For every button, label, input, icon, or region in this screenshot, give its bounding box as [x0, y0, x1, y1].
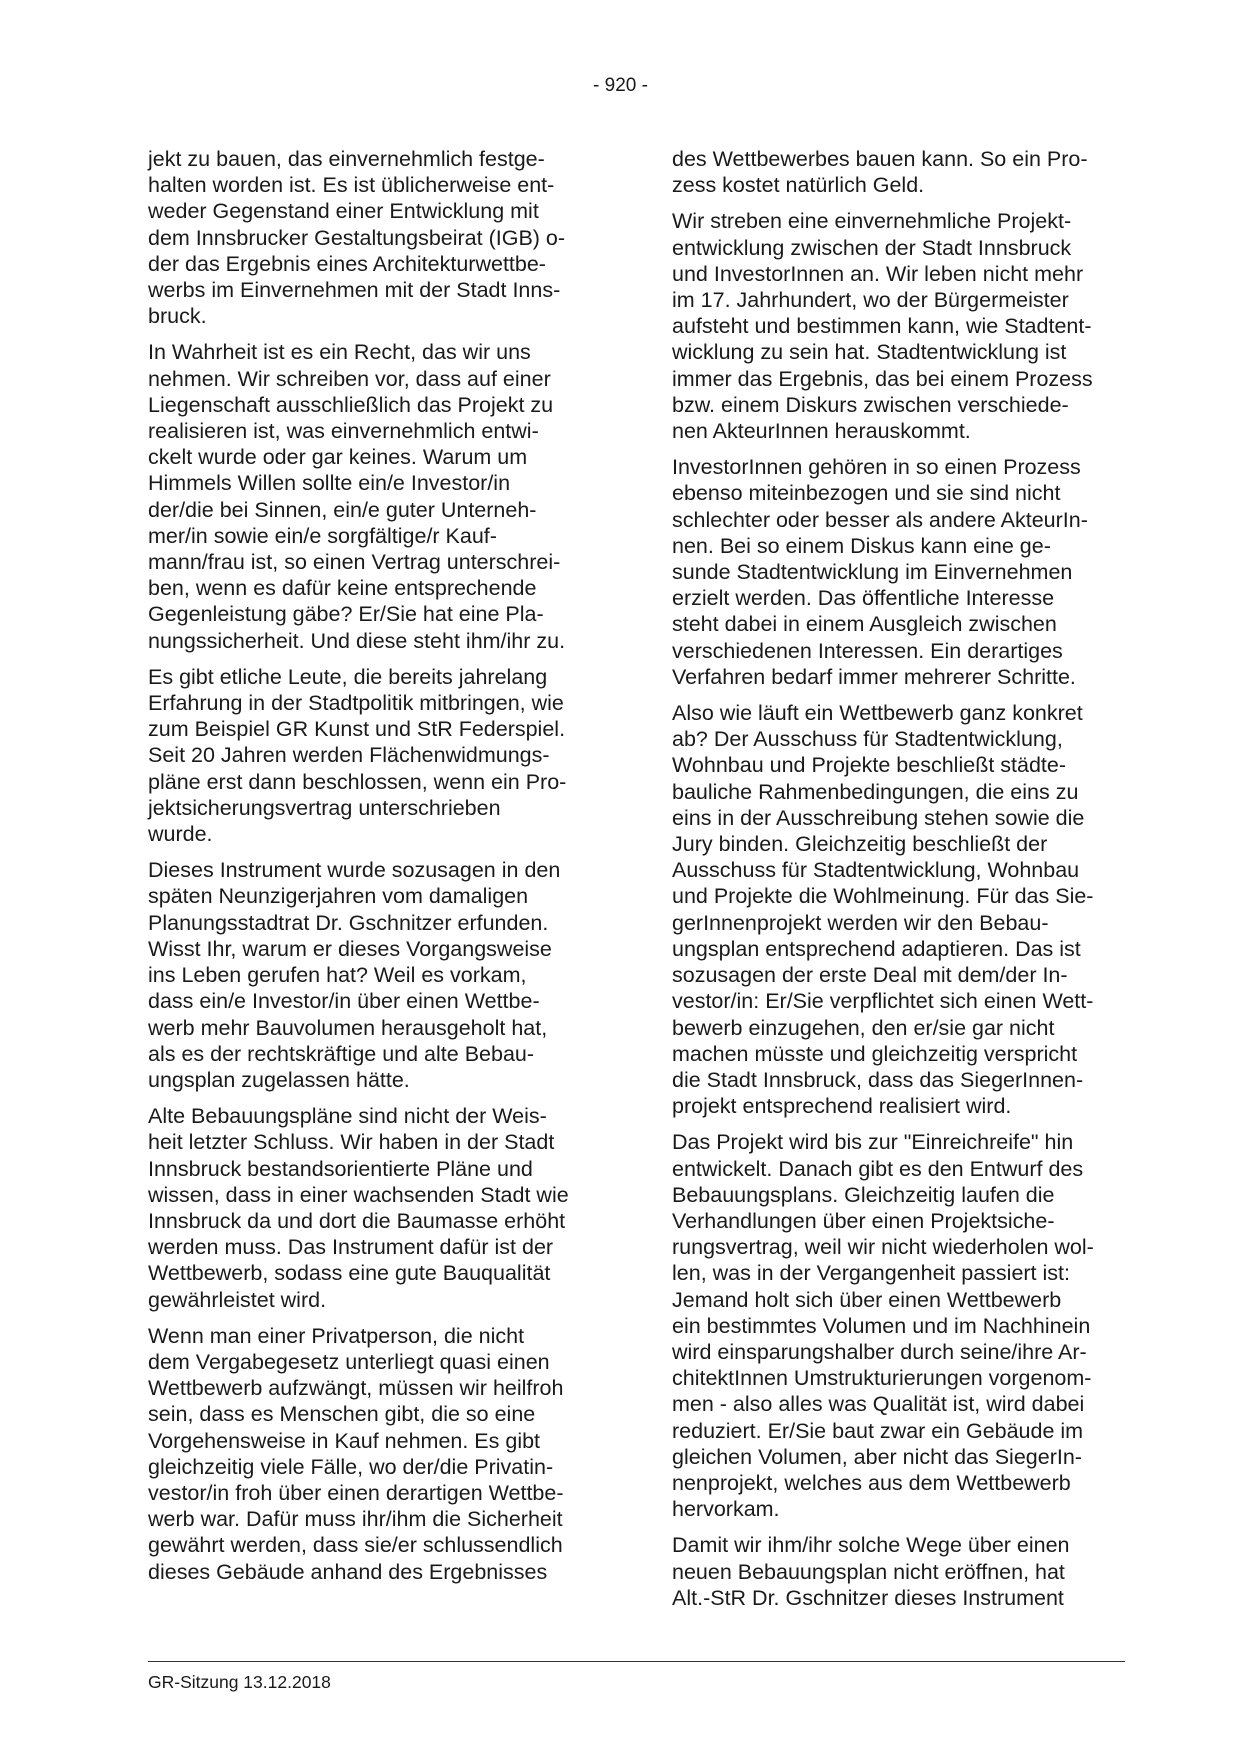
text-line: Wisst Ihr, warum er dieses Vorgangsweise — [148, 936, 552, 961]
text-line: Damit wir ihm/ihr solche Wege über einen — [672, 1533, 1070, 1558]
text-line: Wir streben eine einvernehmliche Projekt- — [672, 209, 1072, 234]
text-line: Wenn man einer Privatperson, die nicht — [148, 1323, 525, 1348]
text-line: wird einsparungshalber durch seine/ihre Ar- — [672, 1339, 1087, 1364]
text-line: Wettbewerb aufzwängt, müssen wir heilfroh — [148, 1376, 564, 1401]
text-line: projekt entsprechend realisiert wird. — [672, 1094, 1012, 1119]
text-line: rungsvertrag, weil wir nicht wiederholen wol- — [672, 1235, 1094, 1260]
text-line: Innsbruck da und dort die Baumasse erhöht — [148, 1208, 566, 1233]
text-line: späten Neunzigerjahren vom damaligen — [148, 884, 529, 909]
text-line: nungssicherheit. Und diese steht ihm/ihr zu. — [148, 628, 566, 653]
text-line: gewährt werden, dass sie/er schlussendlich — [148, 1533, 563, 1558]
text-line: Wettbewerb, sodass eine gute Bauqualität — [148, 1261, 551, 1286]
paragraph — [672, 454, 1122, 690]
text-line: werden muss. Das Instrument dafür ist der — [148, 1235, 554, 1260]
text-line: weder Gegenstand einer Entwicklung mit — [148, 199, 539, 224]
text-line: Das Projekt wird bis zur "Einreichreife" hin — [672, 1130, 1074, 1155]
text-line: Gegenleistung gäbe? Er/Sie hat eine Pla- — [148, 602, 544, 627]
text-line: gewährleistet wird. — [148, 1287, 327, 1312]
text-line: der/die bei Sinnen, ein/e guter Unterneh- — [148, 497, 537, 522]
text-line: gleichzeitig viele Fälle, wo der/die Privatin- — [148, 1454, 554, 1479]
text-line: aufsteht und bestimmen kann, wie Stadtent- — [672, 314, 1092, 339]
text-line: bauliche Rahmenbedingungen, die eins zu — [672, 779, 1079, 804]
text-line: ben, wenn es dafür keine entsprechende — [148, 576, 537, 601]
text-line: ungsplan entsprechend adaptieren. Das ist — [672, 936, 1081, 961]
text-line: sunde Stadtentwicklung im Einvernehmen — [672, 560, 1073, 585]
text-line: entwickelt. Danach gibt es den Entwurf des — [672, 1156, 1084, 1181]
text-line: In Wahrheit ist es ein Recht, das wir uns — [148, 340, 531, 365]
text-line: realisieren ist, was einvernehmlich entwi- — [148, 419, 539, 444]
text-line: nen. Bei so einem Diskus kann eine ge- — [672, 533, 1051, 558]
text-line: InvestorInnen gehören in so einen Prozess — [672, 455, 1081, 480]
text-line: Dieses Instrument wurde sozusagen in den — [148, 858, 561, 883]
text-line: vestor/in froh über einen derartigen Wettbe- — [148, 1480, 564, 1505]
text-line: hervorkam. — [672, 1497, 780, 1522]
text-line: reduziert. Er/Sie baut zwar ein Gebäude im — [672, 1418, 1084, 1443]
text-line: werbs im Einvernehmen mit der Stadt Inns- — [148, 278, 561, 303]
text-line: nenprojekt, welches aus dem Wettbewerb — [672, 1470, 1071, 1495]
text-line: Innsbruck bestandsorientierte Pläne und — [148, 1156, 533, 1181]
text-line: Verfahren bedarf immer mehrerer Schritte. — [672, 664, 1076, 689]
text-line: machen müsste und gleichzeitig verspricht — [672, 1041, 1078, 1066]
text-line: ab? Der Ausschuss für Stadtentwicklung, — [672, 727, 1063, 752]
text-line: heit letzter Schluss. Wir haben in der Stadt — [148, 1130, 555, 1155]
text-line: dem Vergabegesetz unterliegt quasi einen — [148, 1349, 550, 1374]
text-line: zum Beispiel GR Kunst und StR Federspiel. — [148, 717, 566, 742]
text-line: Jemand holt sich über einen Wettbewerb — [672, 1287, 1062, 1312]
text-line: men - also alles was Qualität ist, wird dabei — [672, 1392, 1085, 1417]
text-line: erzielt werden. Das öffentliche Interesse — [672, 586, 1055, 611]
paragraph — [672, 146, 1122, 198]
text-line: Ausschuss für Stadtentwicklung, Wohnbau — [672, 858, 1080, 883]
text-line: halten worden ist. Es ist üblicherweise ent- — [148, 173, 555, 198]
left-column — [148, 146, 600, 1595]
text-line: Seit 20 Jahren werden Flächenwidmungs- — [148, 743, 550, 768]
text-line: Himmels Willen sollte ein/e Investor/in — [148, 471, 511, 496]
text-line: gleichen Volumen, aber nicht das SiegerIn- — [672, 1444, 1082, 1469]
text-line: Alte Bebauungspläne sind nicht der Weis- — [148, 1104, 547, 1129]
text-line: Planungsstadtrat Dr. Gschnitzer erfunden. — [148, 910, 549, 935]
text-line: Verhandlungen über einen Projektsiche- — [672, 1208, 1055, 1233]
text-line: entwicklung zwischen der Stadt Innsbruck — [672, 235, 1072, 260]
paragraph — [148, 857, 600, 1093]
text-line: ins Leben gerufen hat? Weil es vorkam, — [148, 963, 527, 988]
text-line: wicklung zu sein hat. Stadtentwicklung ist — [672, 340, 1067, 365]
text-line: die Stadt Innsbruck, dass das SiegerInnen- — [672, 1067, 1084, 1092]
text-line: Also wie läuft ein Wettbewerb ganz konkret — [672, 701, 1083, 726]
paragraph — [148, 1103, 600, 1313]
text-line: der das Ergebnis eines Architekturwettbe- — [148, 251, 546, 276]
text-line: jektsicherungsvertrag unterschrieben — [148, 795, 501, 820]
text-line: steht dabei in einem Ausgleich zwischen — [672, 612, 1057, 637]
paragraph — [148, 664, 600, 847]
text-line: wurde. — [148, 822, 213, 847]
text-line: sein, dass es Menschen gibt, die so eine — [148, 1402, 536, 1427]
text-line: pläne erst dann beschlossen, wenn ein Pro- — [148, 769, 567, 794]
text-line: neuen Bebauungsplan nicht eröffnen, hat — [672, 1559, 1065, 1584]
text-line: mer/in sowie ein/e sorgfältige/r Kauf- — [148, 523, 497, 548]
text-line: mann/frau ist, so einen Vertrag unterschrei- — [148, 550, 561, 575]
text-line: bewerb einzugehen, den er/sie gar nicht — [672, 1015, 1055, 1040]
text-line: nehmen. Wir schreiben vor, dass auf einer — [148, 366, 551, 391]
text-line: schlechter oder besser als andere AkteurIn- — [672, 507, 1088, 532]
text-line: gerInnenprojekt werden wir den Bebau- — [672, 910, 1049, 935]
paragraph — [672, 700, 1122, 1119]
paragraph — [672, 1129, 1122, 1522]
text-line: jekt zu bauen, das einvernehmlich festge- — [148, 147, 545, 171]
text-line: bruck. — [148, 304, 207, 329]
text-line: Jury binden. Gleichzeitig beschließt der — [672, 832, 1048, 857]
paragraph — [148, 146, 600, 329]
text-line: und InvestorInnen an. Wir leben nicht mehr — [672, 261, 1084, 286]
text-line: dem Innsbrucker Gestaltungsbeirat (IGB) o- — [148, 225, 566, 250]
text-line: bzw. einem Diskurs zwischen verschiede- — [672, 392, 1069, 417]
paragraph — [148, 339, 600, 653]
text-line: Vorgehensweise in Kauf nehmen. Es gibt — [148, 1428, 541, 1453]
text-line: sozusagen der erste Deal mit dem/der In- — [672, 963, 1068, 988]
text-line: ein bestimmtes Volumen und im Nachhinein — [672, 1313, 1091, 1338]
text-line: len, was in der Vergangenheit passiert ist: — [672, 1261, 1070, 1286]
text-line: werb war. Dafür muss ihr/ihm die Sicherheit — [148, 1507, 563, 1532]
text-line: werb mehr Bauvolumen herausgeholt hat, — [148, 1015, 548, 1040]
text-line: Erfahrung in der Stadtpolitik mitbringen, wie — [148, 691, 564, 716]
text-line: als es der rechtskräftige und alte Bebau- — [148, 1041, 535, 1066]
text-line: Wohnbau und Projekte beschließt städte- — [672, 753, 1067, 778]
text-line: des Wettbewerbes bauen kann. So ein Pro- — [672, 147, 1088, 171]
text-line: ckelt wurde oder gar keines. Warum um — [148, 445, 528, 470]
text-line: wissen, dass in einer wachsenden Stadt wie — [148, 1182, 569, 1207]
text-line: ungsplan zugelassen hätte. — [148, 1067, 410, 1092]
text-line: verschiedenen Interessen. Ein derartiges — [672, 638, 1063, 663]
text-line: Es gibt etliche Leute, die bereits jahrelang — [148, 664, 548, 689]
text-line: dass ein/e Investor/in über einen Wettbe- — [148, 989, 540, 1014]
footer-divider — [148, 1661, 1125, 1662]
text-line: dieses Gebäude anhand des Ergebnisses — [148, 1559, 548, 1584]
paragraph — [148, 1323, 600, 1585]
text-line: nen AkteurInnen herauskommt. — [672, 419, 971, 444]
page-number: - 920 - — [593, 75, 648, 96]
text-line: eins in der Ausschreibung stehen sowie die — [672, 805, 1085, 830]
text-line: im 17. Jahrhundert, wo der Bürgermeister — [672, 288, 1069, 313]
text-line: chitektInnen Umstrukturierungen vorgenom- — [672, 1366, 1092, 1391]
paragraph — [672, 208, 1122, 444]
paragraph — [672, 1532, 1122, 1611]
text-line: und Projekte die Wohlmeinung. Für das Sie- — [672, 884, 1094, 909]
text-line: Alt.-StR Dr. Gschnitzer dieses Instrument — [672, 1585, 1064, 1610]
text-line: ebenso miteinbezogen und sie sind nicht — [672, 481, 1061, 506]
text-line: vestor/in: Er/Sie verpflichtet sich einen Wett- — [672, 989, 1094, 1014]
text-line: zess kostet natürlich Geld. — [672, 173, 925, 198]
text-line: immer das Ergebnis, das bei einem Prozess — [672, 366, 1093, 391]
text-line: Bebauungsplans. Gleichzeitig laufen die — [672, 1182, 1055, 1207]
footer-session-date: GR-Sitzung 13.12.2018 — [148, 1672, 331, 1692]
right-column — [672, 146, 1122, 1621]
text-line: Liegenschaft ausschließlich das Projekt zu — [148, 392, 554, 417]
